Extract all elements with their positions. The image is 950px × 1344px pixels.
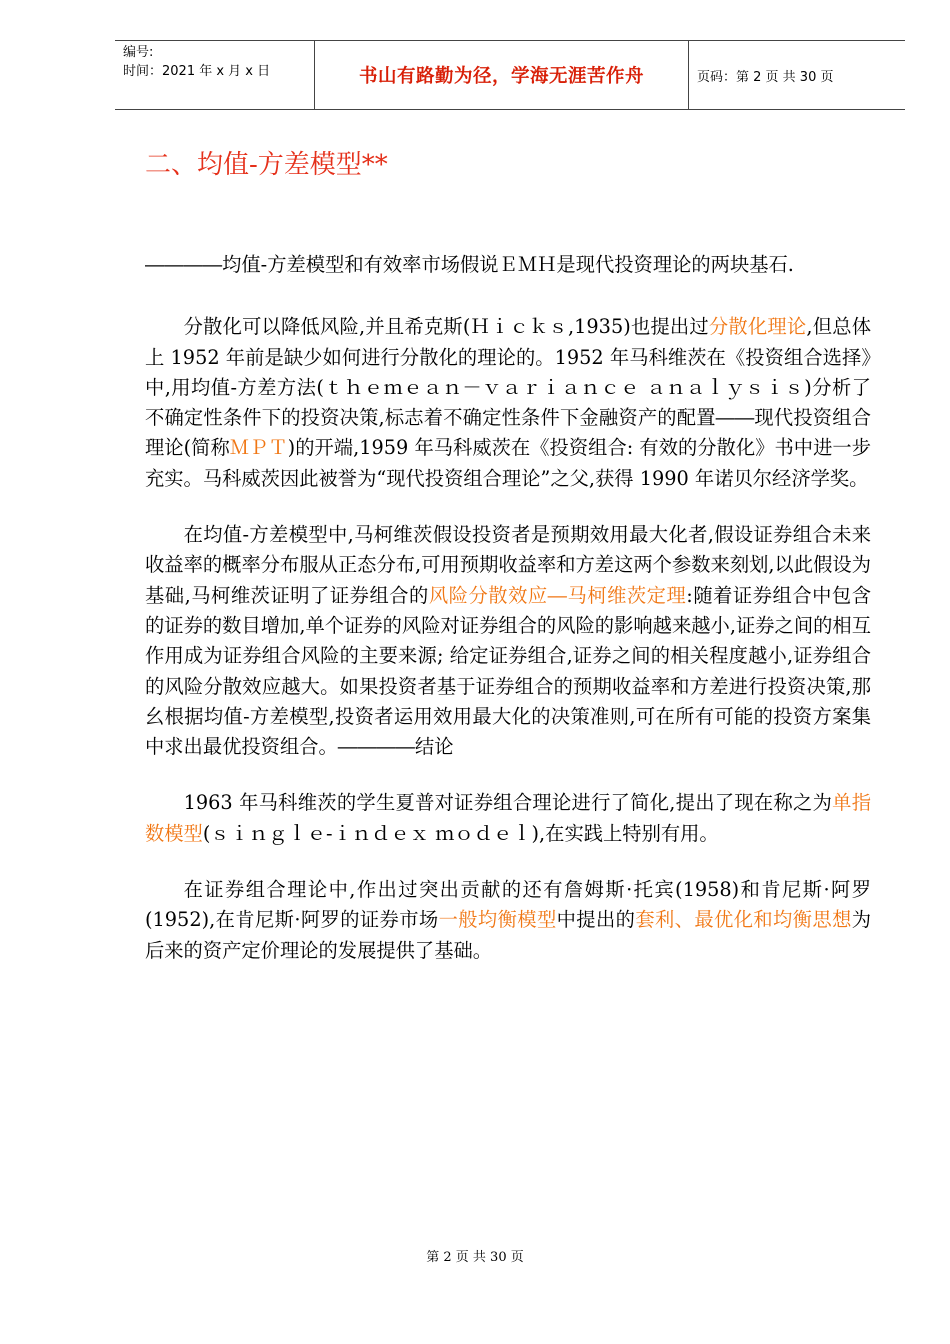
header-motto: 书山有路勤为径，学海无涯苦作舟 <box>315 41 689 109</box>
highlight-term: 单指数模型 <box>145 791 872 845</box>
highlight-term: 套利、最优化和均衡思想 <box>635 908 852 932</box>
highlight-term: 分散化理论 <box>708 315 807 339</box>
text: ,但总体上 1952 年前是缺少如何进行分散化的理论的。1952 年马科维茨在《投资组合选择》中,用均值-方差方法(ｔｈｅｍｅａｎ－ｖａｒｉａｎｃｅ ａｎａｌｙｓｉｓ)分析了不确定性条件下的投资决策,标志着不确定性条件下金融资产的配置――现代投资组合理论(简称 <box>145 315 871 460</box>
text: )的开端,1959 年马科威茨在《投资组合: 有效的分散化》书中进一步充实。马科威茨因此被誉为“现代投资组合理论”之父,获得 1990 年诺贝尔经济学奖。 <box>145 436 871 490</box>
page-footer: 第 2 页 共 30 页 <box>426 1250 524 1265</box>
paragraph-contributors <box>145 875 871 966</box>
header-page-info: 页码：第 2 页 共 30 页 <box>697 69 834 85</box>
text: 中提出的 <box>556 908 636 932</box>
paragraph-diversification <box>145 312 871 494</box>
text: 在证券组合理论中,作出过突出贡献的还有詹姆斯·托宾(1958)和肯尼斯·阿罗(1952),在肯尼斯·阿罗的证券市场 <box>145 878 871 932</box>
section-heading: 二、均值-方差模型** <box>145 150 388 180</box>
header-meta <box>115 41 315 109</box>
highlight-term: 风险分散效应―马柯维茨定理 <box>428 583 687 607</box>
highlight-term: 一般均衡模型 <box>438 908 557 932</box>
intro-paragraph: ――――均值-方差模型和有效率市场假说ＥＭＨ是现代投资理论的两块基石. <box>145 253 794 276</box>
text: 分散化可以降低风险,并且希克斯(Ｈｉｃｋｓ,1935)也提出过 <box>183 315 709 339</box>
text: 1963 年马科维茨的学生夏普对证券组合理论进行了简化,提出了现在称之为 <box>183 791 833 815</box>
serial-label: 编号: <box>123 45 154 60</box>
paragraph-single-index <box>145 788 871 849</box>
highlight-term: ＭＰＴ <box>229 436 288 460</box>
text: (ｓｉｎｇｌｅ-ｉｎｄｅｘ ｍｏｄｅｌ),在实践上特别有用。 <box>202 821 719 845</box>
text: :随着证券组合中包含的证券的数目增加,单个证券的风险对证券组合的风险的影响越来越小,证券之间的相互作用成为证券组合风险的主要来源; 给定证券组合,证券之间的相关程度越小,证券组合的风险分散效应越大。如果投资者基于证券组合的预期收益率和方差进行投资决策,那幺根据均值-方差模型,投资者运用效用最大化的决策准则,可在所有可能的投资方案集中求出最优投资组合。――――结论 <box>145 583 872 759</box>
time-label: 时间：2021 年 x 月 x 日 <box>123 64 271 79</box>
text: 为后来的资产定价理论的发展提供了基础。 <box>145 908 872 962</box>
text: 在均值-方差模型中,马柯维茨假设投资者是预期效用最大化者,假设证券组合未来收益率的概率分布服从正态分布,可用预期收益率和方差这两个参数来刻划,以此假设为基础,马柯维茨证明了证券组合的 <box>145 523 871 607</box>
page-header <box>115 40 905 110</box>
paragraph-mean-variance <box>145 520 871 762</box>
document-body <box>145 250 871 992</box>
